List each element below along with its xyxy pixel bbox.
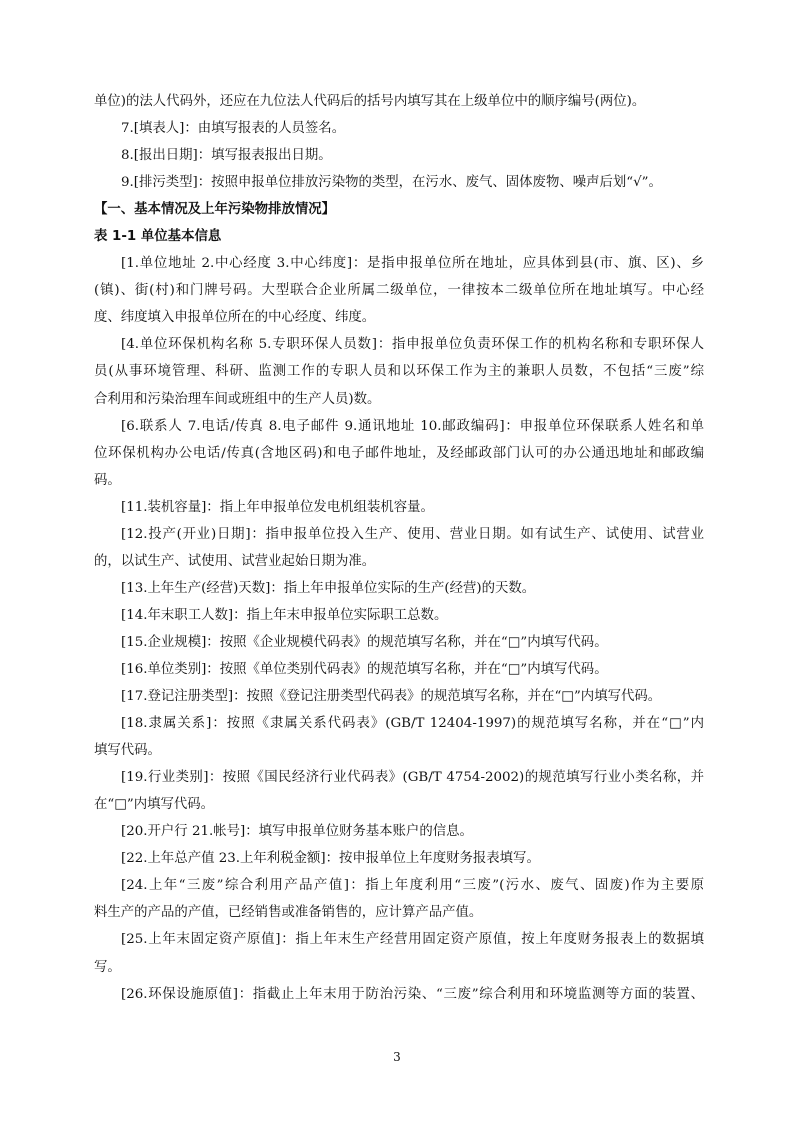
text-line: [6.联系人 7.电话/传真 8.电子邮件 9.通讯地址 10.邮政编码]：申报单位环保联系人姓名和单 (121, 418, 704, 434)
page-number: 3 (393, 1050, 401, 1064)
text-line: 员(从事环境管理、科研、监测工作的专职人员和以环保工作为主的兼职人员数，不包括“三废”综 (94, 364, 704, 380)
text-line: [4.单位环保机构名称 5.专职环保人员数]：指申报单位负责环保工作的机构名称和专职环保人 (121, 337, 704, 353)
text-line: 度、纬度填入申报单位所在的中心经度、纬度。 (94, 310, 376, 326)
text-line: [26.环保设施原值]：指截止上年末用于防治污染、“三废”综合利用和环境监测等方面的装置、 (121, 986, 704, 1002)
text-line: [1.单位地址 2.中心经度 3.中心纬度]：是指申报单位所在地址，应具体到县(市、旗、区)、乡 (121, 256, 704, 272)
text-line: 在“□”内填写代码。 (94, 797, 215, 813)
text-line: 填写代码。 (94, 743, 161, 759)
text-line: 9.[排污类型]：按照申报单位排放污染物的类型，在污水、废气、固体废物、噪声后划“√”。 (121, 175, 662, 191)
text-line: [16.单位类别]：按照《单位类别代码表》的规范填写名称，并在“□”内填写代码。 (121, 661, 608, 677)
text-line: 合利用和污染治理车间或班组中的生产人员)数。 (94, 391, 381, 407)
text-line: 码。 (94, 472, 121, 488)
text-line: [19.行业类别]：按照《国民经济行业代码表》(GB/T 4754-2002)的规范填写行业小类名称，并 (121, 770, 704, 786)
text-line: [22.上年总产值 23.上年利税金额]：按申报单位上年度财务报表填写。 (121, 851, 540, 867)
text-line: 7.[填表人]：由填写报表的人员签名。 (121, 121, 346, 137)
text-line: [14.年末职工人数]：指上年末申报单位实际职工总数。 (121, 607, 448, 623)
text-line: [13.上年生产(经营)天数]：指上年申报单位实际的生产(经营)的天数。 (121, 580, 536, 596)
text-line: 8.[报出日期]：填写报表报出日期。 (121, 148, 332, 164)
text-line: 单位)的法人代码外，还应在九位法人代码后的括号内填写其在上级单位中的顺序编号(两位)。 (94, 94, 646, 109)
document-body (94, 88, 704, 1008)
text-line: 的，以试生产、试使用、试营业起始日期为准。 (94, 553, 376, 569)
section-heading: 表 1-1 单位基本信息 (94, 229, 222, 245)
text-line: 写。 (94, 959, 121, 975)
text-line: [11.装机容量]：指上年申报单位发电机组装机容量。 (121, 499, 434, 515)
text-line: [17.登记注册类型]：按照《登记注册类型代码表》的规范填写名称，并在“□”内填写代码。 (121, 689, 662, 705)
text-line: (镇)、街(村)和门牌号码。大型联合企业所属二级单位，一律按本二级单位所在地址填写。中心经 (94, 283, 704, 299)
text-line: 位环保机构办公电话/传真(含地区码)和电子邮件地址，及经邮政部门认可的办公通迅地址和邮政编 (94, 445, 704, 461)
section-heading: 【一、基本情况及上年污染物排放情况】 (94, 202, 336, 218)
text-line: [15.企业规模]：按照《企业规模代码表》的规范填写名称，并在“□”内填写代码。 (121, 634, 608, 650)
text-line: [25.上年末固定资产原值]：指上年末生产经营用固定资产原值，按上年度财务报表上的数据填 (121, 932, 704, 948)
text-line: [24.上年“三废”综合利用产品产值]：指上年度利用“三废”(污水、废气、固废)作为主要原 (121, 878, 704, 894)
text-line: [18.隶属关系]：按照《隶属关系代码表》(GB/T 12404-1997)的规范填写名称，并在“□”内 (121, 716, 704, 732)
text-line: [20.开户行 21.帐号]：填写申报单位财务基本账户的信息。 (121, 824, 473, 840)
text-line: 料生产的产品的产值，已经销售或准备销售的，应计算产品产值。 (94, 905, 483, 921)
text-line: [12.投产(开业)日期]：指申报单位投入生产、使用、营业日期。如有试生产、试使用、试营业 (121, 526, 704, 542)
